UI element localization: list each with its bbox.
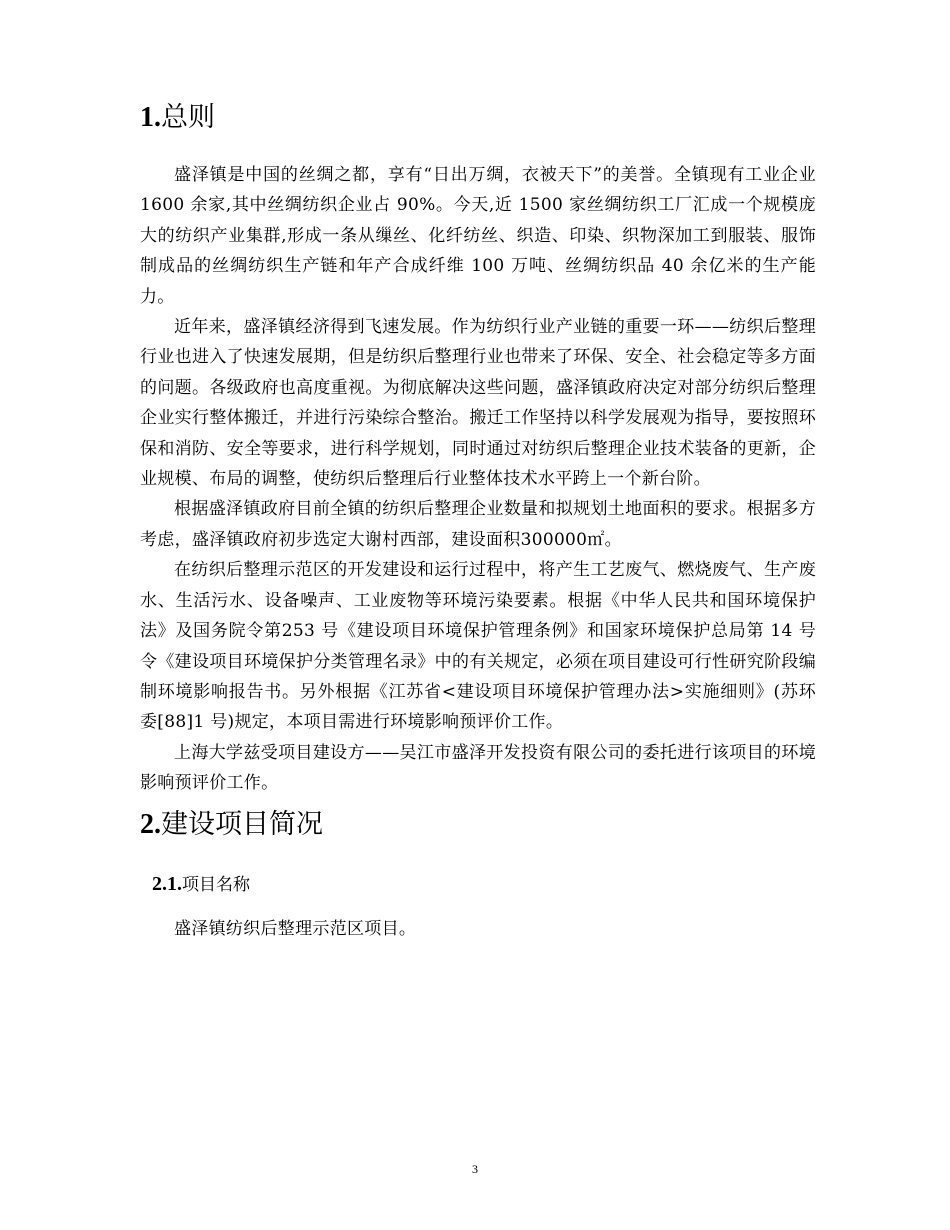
paragraph: 根据盛泽镇政府目前全镇的纺织后整理企业数量和拟规划土地面积的要求。根据多方考虑，盛泽镇政府初步选定大谢村西部，建设面积300000㎡。 <box>140 499 816 550</box>
subsection-title: 项目名称 <box>182 874 250 895</box>
paragraph: 在纺织后整理示范区的开发建设和运行过程中，将产生工艺废气、燃烧废气、生产废水、生活污水、设备噪声、工业废物等环境污染要素。根据《中华人民共和国环境保护法》及国务院令第253 号《建设项目环境保护管理条例》和国家环境保护总局第 14 号令《建设项目环境保护分类管理名录》中的有关规定，必须在项目建设可行性研究阶段编制环境影响报告书。另外根据《江苏省<建设项目环境保护管理办法>实施细则》(苏环委[88]1 号)规定，本项目需进行环境影响预评价工作。 <box>140 560 816 733</box>
section-number: 2. <box>140 808 161 840</box>
section-heading-2 <box>140 805 816 845</box>
section-title: 建设项目简况 <box>161 808 323 840</box>
subsection-heading <box>152 869 816 900</box>
section-number: 1. <box>140 102 161 133</box>
page-content <box>140 98 816 944</box>
section-title: 总则 <box>161 102 215 133</box>
paragraph: 盛泽镇纺织后整理示范区项目。 <box>174 918 417 939</box>
paragraph: 盛泽镇是中国的丝绸之都，享有“日出万绸，衣被天下”的美誉。全镇现有工业企业 1600 余家,其中丝绸纺织企业占 90%。今天,近 1500 家丝绸纺织工厂汇成一个规模庞大的纺织产业集群,形成一条从缫丝、化纤纺丝、织造、印染、织物深加工到服装、服饰制成品的丝绸纺织生产链和年产合成纤维 100 万吨、丝绸纺织品 40 余亿米的生产能力。 <box>140 165 816 307</box>
section-heading-1 <box>140 98 816 138</box>
paragraph: 上海大学兹受项目建设方——吴江市盛泽开发投资有限公司的委托进行该项目的环境影响预评价工作。 <box>140 742 816 794</box>
subsection-number: 2.1. <box>152 872 182 895</box>
page-number: 3 <box>472 1162 478 1176</box>
paragraph: 近年来，盛泽镇经济得到飞速发展。作为纺织行业产业链的重要一环——纺织后整理行业也进入了快速发展期，但是纺织后整理行业也带来了环保、安全、社会稳定等多方面的问题。各级政府也高度重视。为彻底解决这些问题，盛泽镇政府决定对部分纺织后整理企业实行整体搬迁，并进行污染综合整治。搬迁工作坚持以科学发展观为指导，要按照环保和消防、安全等要求，进行科学规划，同时通过对纺织后整理企业技术装备的更新，企业规模、布局的调整，使纺织后整理后行业整体技术水平跨上一个新台阶。 <box>140 317 816 490</box>
